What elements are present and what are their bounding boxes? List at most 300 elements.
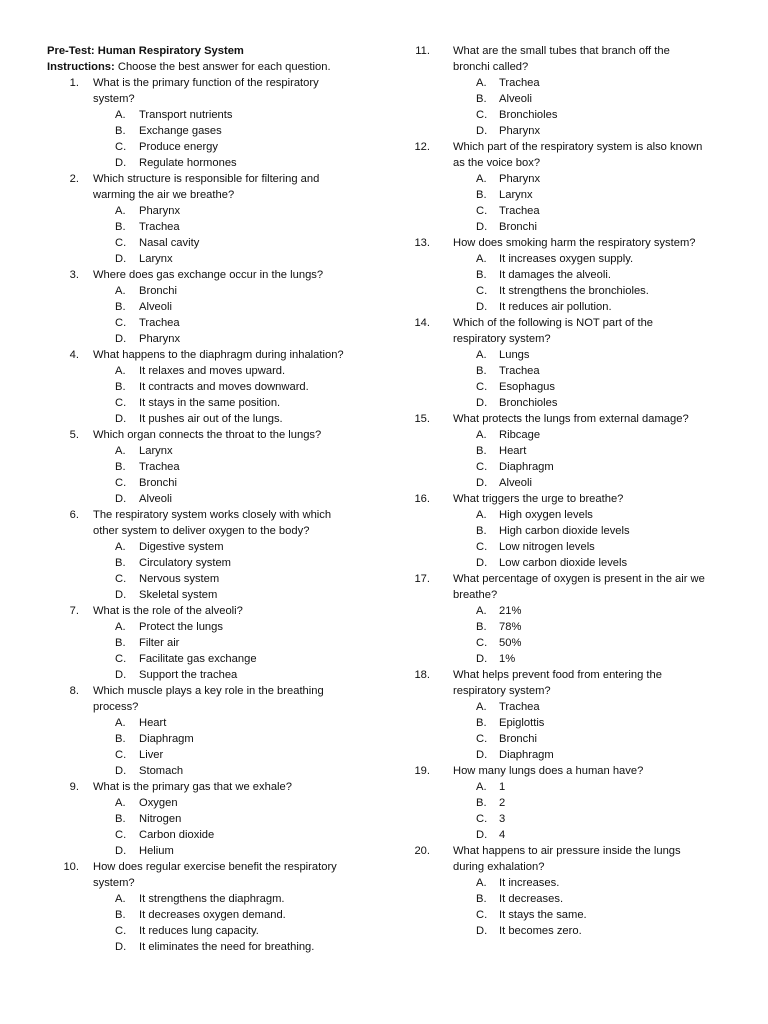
answer-option <box>47 363 377 379</box>
question-stem <box>47 779 377 795</box>
answer-option <box>408 251 728 267</box>
option-letter: A. <box>476 605 487 617</box>
option-letter: A. <box>115 205 126 217</box>
answer-option <box>47 475 377 491</box>
question-20 <box>408 843 728 939</box>
question-stem <box>47 75 377 107</box>
question-stem <box>47 507 377 539</box>
option-text: 1 <box>499 781 506 793</box>
option-text: Diaphragm <box>499 749 554 761</box>
question-text-line: system? <box>93 877 135 889</box>
question-text-line: warming the air we breathe? <box>93 189 235 201</box>
option-letter: B. <box>476 717 487 729</box>
option-letter: A. <box>115 797 126 809</box>
option-letter: B. <box>115 125 126 137</box>
option-text: Trachea <box>139 221 180 233</box>
option-text: Skeletal system <box>139 589 218 601</box>
question-text-line: as the voice box? <box>453 157 541 169</box>
option-text: It pushes air out of the lungs. <box>139 413 283 425</box>
option-letter: C. <box>115 477 127 489</box>
option-letter: B. <box>115 461 126 473</box>
option-letter: D. <box>476 557 488 569</box>
option-letter: D. <box>115 669 127 681</box>
question-15 <box>408 411 728 491</box>
option-letter: D. <box>476 477 488 489</box>
option-text: Pharynx <box>139 333 181 345</box>
option-letter: A. <box>115 621 126 633</box>
option-letter: D. <box>476 829 488 841</box>
option-letter: A. <box>115 541 126 553</box>
instructions-text: Choose the best answer for each question. <box>114 61 331 73</box>
question-text-line: process? <box>93 701 139 713</box>
answer-option <box>47 843 377 859</box>
question-17 <box>408 571 728 667</box>
answer-option <box>408 619 728 635</box>
option-letter: D. <box>115 333 127 345</box>
option-letter: B. <box>476 365 487 377</box>
option-text: Ribcage <box>499 429 541 441</box>
option-letter: D. <box>115 941 127 953</box>
answer-option <box>47 139 377 155</box>
answer-option <box>408 827 728 843</box>
option-text: Bronchioles <box>499 397 558 409</box>
option-letter: B. <box>115 301 126 313</box>
option-letter: C. <box>115 925 127 937</box>
question-text-line: What are the small tubes that branch off the <box>453 45 670 57</box>
option-text: It becomes zero. <box>499 925 582 937</box>
question-1 <box>47 75 377 171</box>
option-text: 4 <box>499 829 506 841</box>
option-text: Protect the lungs <box>139 621 223 633</box>
option-letter: C. <box>476 205 488 217</box>
option-letter: A. <box>115 109 126 121</box>
question-12 <box>408 139 728 235</box>
answer-option <box>408 283 728 299</box>
answer-option <box>47 763 377 779</box>
question-stem <box>47 603 377 619</box>
answer-option <box>408 203 728 219</box>
option-letter: D. <box>115 157 127 169</box>
question-number: 10. <box>63 861 79 873</box>
option-text: Trachea <box>499 77 540 89</box>
option-letter: B. <box>115 813 126 825</box>
question-text-line: What percentage of oxygen is present in the air we <box>453 573 705 585</box>
question-number: 1. <box>69 77 79 89</box>
answer-option <box>408 715 728 731</box>
question-number: 11. <box>415 45 430 57</box>
option-text: Trachea <box>139 317 180 329</box>
option-letter: B. <box>476 189 487 201</box>
answer-option <box>408 875 728 891</box>
option-text: Low nitrogen levels <box>499 541 595 553</box>
answer-option <box>408 123 728 139</box>
option-text: Exchange gases <box>139 125 222 137</box>
question-stem <box>408 571 728 603</box>
option-letter: C. <box>115 237 127 249</box>
question-16 <box>408 491 728 571</box>
option-letter: A. <box>476 173 487 185</box>
option-text: 3 <box>499 813 506 825</box>
option-text: Alveoli <box>139 301 172 313</box>
option-letter: C. <box>115 141 127 153</box>
option-text: Oxygen <box>139 797 178 809</box>
question-stem <box>408 235 728 251</box>
option-letter: D. <box>476 221 488 233</box>
answer-option <box>47 395 377 411</box>
answer-option <box>47 651 377 667</box>
question-2 <box>47 171 377 267</box>
answer-option <box>47 939 377 955</box>
question-number: 20. <box>414 845 430 857</box>
question-text-line: other system to deliver oxygen to the body? <box>93 525 310 537</box>
question-stem <box>408 763 728 779</box>
question-stem <box>47 427 377 443</box>
answer-option <box>47 555 377 571</box>
option-text: It decreases. <box>499 893 564 905</box>
option-text: It increases oxygen supply. <box>499 253 634 265</box>
option-text: Helium <box>139 845 174 857</box>
option-letter: A. <box>115 893 126 905</box>
question-stem <box>47 267 377 283</box>
question-number: 12. <box>414 141 430 153</box>
question-number: 7. <box>69 605 79 617</box>
question-4 <box>47 347 377 427</box>
answer-option <box>408 747 728 763</box>
option-letter: C. <box>476 909 488 921</box>
answer-option <box>47 795 377 811</box>
option-letter: C. <box>476 461 488 473</box>
question-stem <box>408 315 728 347</box>
question-text-line: What is the primary gas that we exhale? <box>93 781 292 793</box>
option-text: High carbon dioxide levels <box>499 525 630 537</box>
option-text: Trachea <box>499 365 540 377</box>
option-letter: A. <box>476 429 487 441</box>
question-9 <box>47 779 377 859</box>
option-text: Low carbon dioxide levels <box>499 557 628 569</box>
question-text-line: What happens to the diaphragm during inhalation? <box>93 349 344 361</box>
option-text: Larynx <box>139 445 173 457</box>
option-text: Pharynx <box>499 125 541 137</box>
option-text: Carbon dioxide <box>139 829 215 841</box>
question-text-line: What triggers the urge to breathe? <box>453 493 624 505</box>
answer-option <box>47 827 377 843</box>
option-text: Alveoli <box>499 93 532 105</box>
question-text-line: What happens to air pressure inside the lungs <box>453 845 681 857</box>
answer-option <box>47 811 377 827</box>
answer-option <box>408 523 728 539</box>
question-text-line: Where does gas exchange occur in the lungs? <box>93 269 324 281</box>
question-stem <box>408 491 728 507</box>
answer-option <box>47 491 377 507</box>
answer-option <box>408 427 728 443</box>
answer-option <box>47 891 377 907</box>
question-stem <box>408 139 728 171</box>
question-text-line: What is the role of the alveoli? <box>93 605 243 617</box>
answer-option <box>408 459 728 475</box>
answer-option <box>408 907 728 923</box>
option-letter: C. <box>115 829 127 841</box>
question-stem <box>47 171 377 203</box>
option-letter: B. <box>476 797 487 809</box>
question-text-line: What helps prevent food from entering the <box>453 669 662 681</box>
option-letter: D. <box>476 125 488 137</box>
option-letter: D. <box>115 589 127 601</box>
option-text: Circulatory system <box>139 557 232 569</box>
question-number: 14. <box>414 317 430 329</box>
option-text: Larynx <box>499 189 533 201</box>
answer-option <box>408 75 728 91</box>
question-text-line: during exhalation? <box>453 861 545 873</box>
answer-option <box>47 203 377 219</box>
question-stem <box>47 347 377 363</box>
option-letter: C. <box>476 733 488 745</box>
option-letter: D. <box>115 253 127 265</box>
answer-option <box>47 299 377 315</box>
answer-option <box>408 779 728 795</box>
option-text: It strengthens the diaphragm. <box>139 893 285 905</box>
option-text: Pharynx <box>139 205 181 217</box>
question-number: 2. <box>69 173 79 185</box>
question-text-line: system? <box>93 93 135 105</box>
question-text-line: respiratory system? <box>453 333 551 345</box>
answer-option <box>47 539 377 555</box>
option-letter: B. <box>476 621 487 633</box>
question-7 <box>47 603 377 683</box>
answer-option <box>408 923 728 939</box>
answer-option <box>408 651 728 667</box>
answer-option <box>408 475 728 491</box>
option-text: Nasal cavity <box>139 237 200 249</box>
option-text: Regulate hormones <box>139 157 237 169</box>
question-text-line: Which structure is responsible for filtering and <box>93 173 320 185</box>
option-letter: B. <box>476 269 487 281</box>
option-text: Alveoli <box>499 477 532 489</box>
option-text: It relaxes and moves upward. <box>139 365 286 377</box>
instructions-label: Instructions: <box>47 61 115 73</box>
option-letter: C. <box>115 653 127 665</box>
option-text: 1% <box>499 653 516 665</box>
answer-option <box>47 907 377 923</box>
question-stem <box>408 843 728 875</box>
question-number: 8. <box>69 685 79 697</box>
answer-option <box>408 603 728 619</box>
question-text-line: What protects the lungs from external damage? <box>453 413 689 425</box>
option-text: Trachea <box>499 205 540 217</box>
option-letter: D. <box>115 765 127 777</box>
option-text: Alveoli <box>139 493 172 505</box>
answer-option <box>408 507 728 523</box>
option-letter: D. <box>115 845 127 857</box>
option-letter: B. <box>115 557 126 569</box>
answer-option <box>47 587 377 603</box>
question-text-line: The respiratory system works closely with which <box>93 509 332 521</box>
option-letter: C. <box>476 381 488 393</box>
option-text: 50% <box>499 637 522 649</box>
option-letter: A. <box>115 365 126 377</box>
option-letter: A. <box>476 509 487 521</box>
answer-option <box>408 363 728 379</box>
answer-option <box>47 283 377 299</box>
option-letter: D. <box>476 653 488 665</box>
option-text: It reduces air pollution. <box>499 301 612 313</box>
option-text: Support the trachea <box>139 669 238 681</box>
answer-option <box>47 219 377 235</box>
option-letter: B. <box>476 93 487 105</box>
option-text: High oxygen levels <box>499 509 593 521</box>
answer-option <box>408 539 728 555</box>
option-text: It decreases oxygen demand. <box>139 909 286 921</box>
question-list-left <box>47 75 377 955</box>
answer-option <box>47 331 377 347</box>
question-text-line: breathe? <box>453 589 498 601</box>
option-letter: C. <box>476 813 488 825</box>
option-letter: A. <box>476 77 487 89</box>
answer-option <box>408 891 728 907</box>
option-letter: D. <box>476 749 488 761</box>
option-text: Bronchi <box>499 221 537 233</box>
answer-option <box>47 251 377 267</box>
option-letter: A. <box>115 445 126 457</box>
answer-option <box>47 619 377 635</box>
option-letter: D. <box>115 413 127 425</box>
option-letter: C. <box>115 573 127 585</box>
answer-option <box>47 667 377 683</box>
answer-option <box>47 107 377 123</box>
answer-option <box>408 731 728 747</box>
option-letter: D. <box>476 397 488 409</box>
question-number: 5. <box>69 429 79 441</box>
option-text: Digestive system <box>139 541 224 553</box>
page-title: Pre-Test: Human Respiratory System <box>47 45 244 57</box>
question-number: 16. <box>414 493 430 505</box>
question-text-line: How does smoking harm the respiratory system? <box>453 237 696 249</box>
option-letter: B. <box>115 909 126 921</box>
option-text: Produce energy <box>139 141 218 153</box>
answer-option <box>408 267 728 283</box>
answer-option <box>408 635 728 651</box>
instructions <box>47 59 377 75</box>
option-text: It contracts and moves downward. <box>139 381 309 393</box>
left-column <box>47 43 377 955</box>
question-stem <box>408 411 728 427</box>
option-text: Heart <box>139 717 167 729</box>
option-text: Bronchioles <box>499 109 558 121</box>
question-11 <box>408 43 728 139</box>
question-number: 4. <box>69 349 79 361</box>
answer-option <box>408 107 728 123</box>
question-8 <box>47 683 377 779</box>
option-text: 2 <box>499 797 506 809</box>
option-letter: D. <box>476 301 488 313</box>
option-letter: A. <box>476 349 487 361</box>
question-text-line: bronchi called? <box>453 61 529 73</box>
answer-option <box>47 235 377 251</box>
question-text-line: What is the primary function of the respiratory <box>93 77 319 89</box>
question-18 <box>408 667 728 763</box>
answer-option <box>47 923 377 939</box>
question-10 <box>47 859 377 955</box>
option-text: Larynx <box>139 253 173 265</box>
option-letter: B. <box>115 733 126 745</box>
option-letter: C. <box>476 541 488 553</box>
option-letter: B. <box>476 445 487 457</box>
option-text: It reduces lung capacity. <box>139 925 259 937</box>
question-number: 19. <box>414 765 430 777</box>
answer-option <box>408 443 728 459</box>
option-letter: C. <box>476 109 488 121</box>
option-text: Stomach <box>139 765 184 777</box>
question-stem <box>408 667 728 699</box>
question-number: 17. <box>414 573 430 585</box>
option-letter: C. <box>115 397 127 409</box>
answer-option <box>408 395 728 411</box>
question-14 <box>408 315 728 411</box>
question-19 <box>408 763 728 843</box>
question-text-line: How does regular exercise benefit the respiratory <box>93 861 337 873</box>
answer-option <box>47 379 377 395</box>
right-column <box>408 43 728 939</box>
option-letter: B. <box>476 893 487 905</box>
answer-option <box>47 635 377 651</box>
answer-option <box>47 747 377 763</box>
answer-option <box>47 123 377 139</box>
question-text-line: How many lungs does a human have? <box>453 765 644 777</box>
answer-option <box>47 315 377 331</box>
question-stem <box>408 43 728 75</box>
answer-option <box>47 459 377 475</box>
option-letter: B. <box>115 381 126 393</box>
option-text: Bronchi <box>139 285 177 297</box>
option-text: Bronchi <box>499 733 537 745</box>
option-text: 78% <box>499 621 522 633</box>
option-text: Facilitate gas exchange <box>139 653 257 665</box>
question-text-line: Which of the following is NOT part of the <box>453 317 654 329</box>
option-letter: D. <box>115 493 127 505</box>
option-letter: C. <box>115 317 127 329</box>
option-letter: B. <box>476 525 487 537</box>
answer-option <box>47 155 377 171</box>
answer-option <box>408 171 728 187</box>
question-5 <box>47 427 377 507</box>
question-number: 3. <box>69 269 79 281</box>
answer-option <box>408 811 728 827</box>
answer-option <box>47 571 377 587</box>
option-text: Esophagus <box>499 381 555 393</box>
option-text: It strengthens the bronchioles. <box>499 285 649 297</box>
question-number: 15. <box>414 413 430 425</box>
option-letter: A. <box>115 285 126 297</box>
answer-option <box>47 411 377 427</box>
option-text: Pharynx <box>499 173 541 185</box>
option-letter: A. <box>476 877 487 889</box>
question-3 <box>47 267 377 347</box>
option-text: It increases. <box>499 877 560 889</box>
option-letter: B. <box>115 637 126 649</box>
answer-option <box>47 715 377 731</box>
option-text: Trachea <box>139 461 180 473</box>
option-letter: A. <box>115 717 126 729</box>
option-letter: D. <box>476 925 488 937</box>
question-stem <box>47 859 377 891</box>
answer-option <box>408 219 728 235</box>
option-text: Diaphragm <box>499 461 554 473</box>
option-text: Nervous system <box>139 573 220 585</box>
answer-option <box>408 299 728 315</box>
option-letter: A. <box>476 253 487 265</box>
answer-option <box>408 555 728 571</box>
option-text: Epiglottis <box>499 717 545 729</box>
question-number: 9. <box>69 781 79 793</box>
